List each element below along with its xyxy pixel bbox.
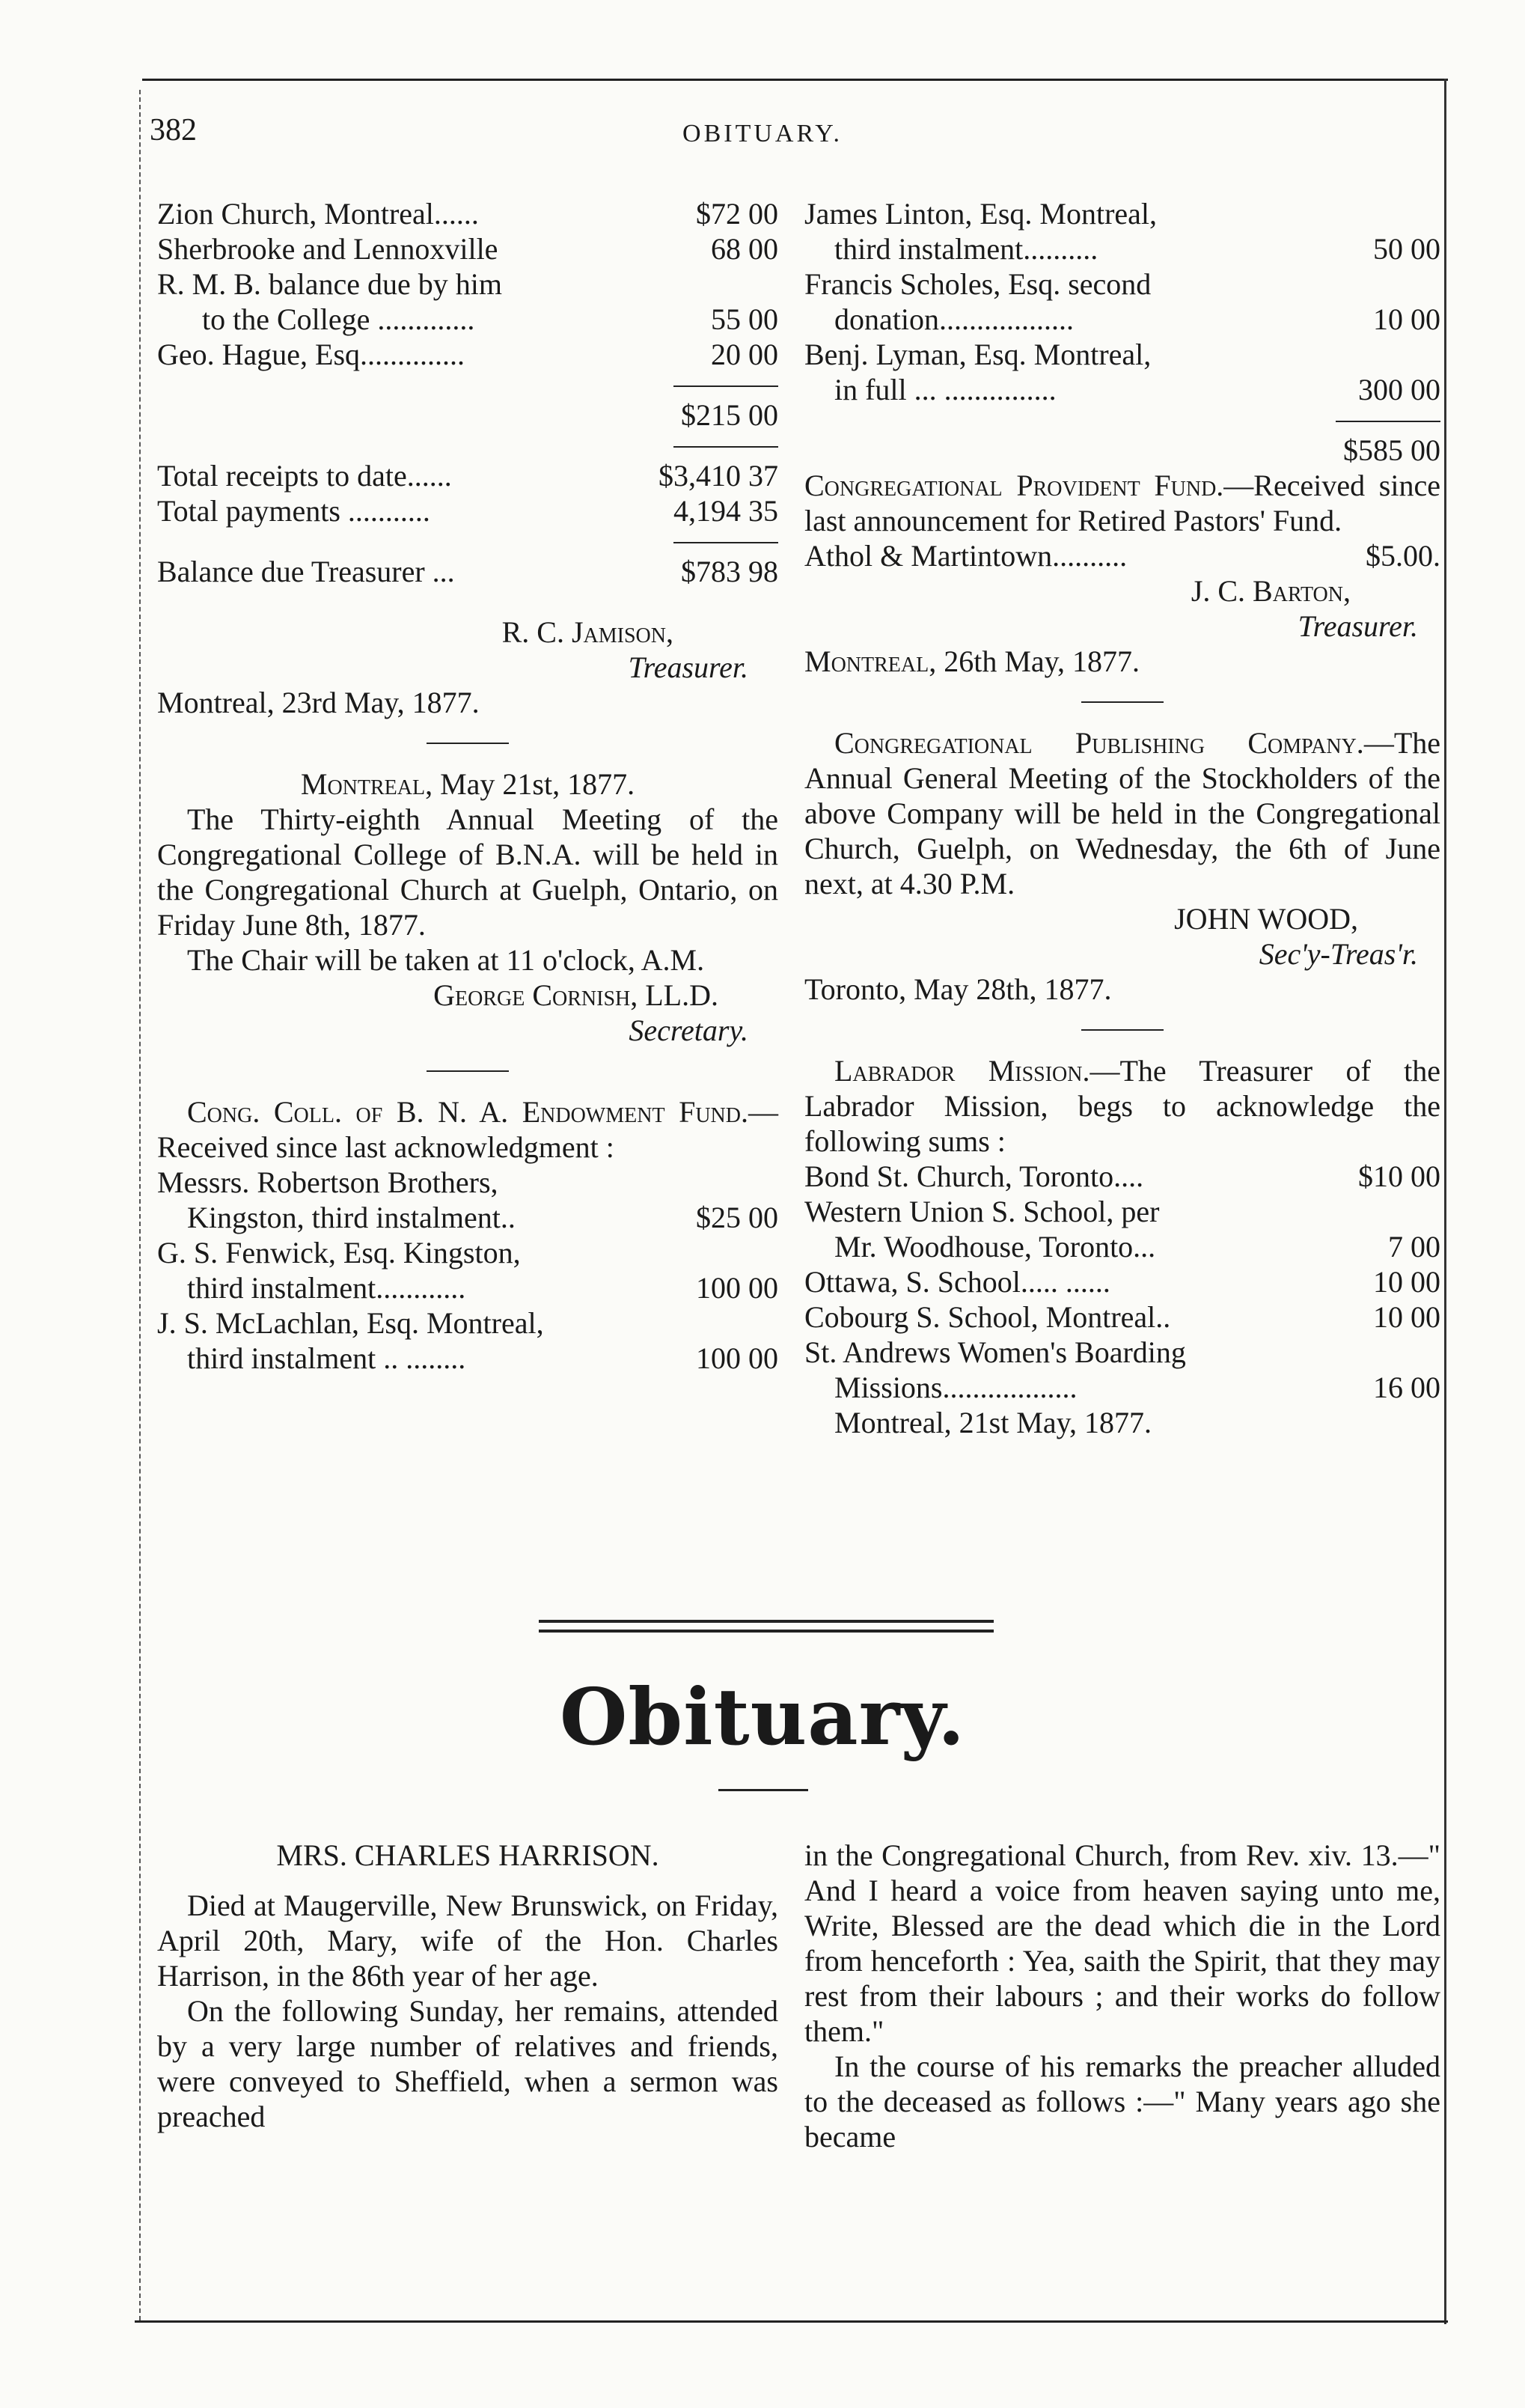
donation-row-label: donation.................. xyxy=(834,302,1074,336)
labrador-row-amount: 10 00 xyxy=(1373,1265,1440,1299)
endowment-heading: Cong. Coll. of B. N. A. Endowment Fund.—Received since last acknowledgment : xyxy=(157,1095,778,1164)
total-amount: $585 00 xyxy=(1343,433,1440,467)
dateline: Montreal, 23rd May, 1877. xyxy=(157,686,480,719)
receipt-row-amount: $72 00 xyxy=(696,197,778,231)
endowment-row-label: Kingston, third instalment.. xyxy=(187,1201,516,1234)
publishing-notice: Congregational Publishing Company.—The Annual General Meeting of the Stockholders of the above Company will be held in the Congregational Church, Guelph, on Wednesday, the 6th of June next, at 4.30 P.M. xyxy=(804,726,1440,900)
endowment-donor: Messrs. Robertson Brothers, xyxy=(157,1165,498,1199)
donation-row xyxy=(804,302,1440,337)
receipt-row xyxy=(157,266,778,302)
labrador-row-label: Cobourg S. School, Montreal.. xyxy=(804,1300,1171,1334)
sum-line xyxy=(157,433,778,458)
donation-donor: Benj. Lyman, Esq. Montreal, xyxy=(804,338,1152,371)
obituary-paragraph: in the Congregational Church, from Rev. xiv. 13.—" And I heard a voice from heaven saying unto me, Write, Blessed are the dead which die in the Lord from henceforth : Yea, saith the Spirit, that they may rest from their labours ; and their works do follow them." xyxy=(804,1838,1440,2048)
labrador-line: St. Andrews Women's Boarding xyxy=(804,1335,1186,1369)
obituary-left-column xyxy=(157,1838,778,2134)
meeting-paragraph: The Thirty-eighth Annual Meeting of the Congregational College of B.N.A. will be held in the Congregational Church at Guelph, Ontario, on Friday June 8th, 1877. xyxy=(157,802,778,942)
secretary-name: George Cornish, LL.D. xyxy=(433,978,718,1012)
total-row xyxy=(157,493,778,528)
donation-row xyxy=(804,372,1440,407)
running-title: OBITUARY. xyxy=(682,120,843,147)
publishing-signer: JOHN WOOD, xyxy=(1174,902,1358,936)
totals-list xyxy=(157,458,778,528)
treasurer-name: R. C. Jamison, xyxy=(501,615,673,649)
total-row-label: Total payments ........... xyxy=(157,494,430,528)
secretary-title: Secretary. xyxy=(629,1014,748,1047)
obituary-subject: MRS. CHARLES HARRISON. xyxy=(276,1838,659,1872)
publishing-signer-title: Sec'y-Treas'r. xyxy=(1259,937,1418,971)
endowment-row-amount: 100 00 xyxy=(696,1341,778,1375)
donation-row-label: in full ... ............... xyxy=(834,373,1057,406)
title-rule xyxy=(718,1789,808,1791)
meeting-paragraph: The Chair will be taken at 11 o'clock, A.M. xyxy=(187,943,705,977)
donation-row-amount: 50 00 xyxy=(1373,232,1440,266)
receipt-row-label: to the College ............. xyxy=(202,302,475,336)
balance-label: Balance due Treasurer ... xyxy=(157,555,455,588)
labrador-row-amount: 16 00 xyxy=(1373,1371,1440,1404)
endowment-donor: J. S. McLachlan, Esq. Montreal, xyxy=(157,1306,544,1340)
right-column xyxy=(804,196,1440,1440)
donation-donor: James Linton, Esq. Montreal, xyxy=(804,197,1158,231)
balance-row xyxy=(157,554,778,589)
endowment-donor: G. S. Fenwick, Esq. Kingston, xyxy=(157,1236,521,1269)
total-row-label: Total receipts to date...... xyxy=(157,459,452,493)
provident-dateline: Montreal, 26th May, 1877. xyxy=(804,644,1140,678)
receipt-row-label: Sherbrooke and Lennoxville xyxy=(157,232,498,266)
receipt-row-amount: 55 00 xyxy=(711,302,778,336)
labrador-line: Montreal, 21st May, 1877. xyxy=(834,1406,1152,1439)
labrador-notice: Labrador Mission.—The Treasurer of the Labrador Mission, begs to acknowledge the following sums : xyxy=(804,1054,1440,1158)
donation-row-label: third instalment.......... xyxy=(834,232,1098,266)
receipt-row-amount: 68 00 xyxy=(711,232,778,266)
total-row xyxy=(804,433,1440,468)
provident-signer: J. C. Barton, xyxy=(1191,574,1351,608)
provident-item: Athol & Martintown.......... $5.00. xyxy=(804,539,1440,573)
treasurer-title: Treasurer. xyxy=(628,650,748,684)
balance-amount: $783 98 xyxy=(681,555,778,588)
total-row-amount: $3,410 37 xyxy=(658,459,778,493)
total-row-amount: 4,194 35 xyxy=(673,494,778,528)
page-number: 382 xyxy=(150,113,197,147)
endowment-row xyxy=(157,1270,778,1305)
labrador-row-amount: $10 00 xyxy=(1358,1159,1440,1193)
provident-notice: Congregational Provident Fund.—Received since last announcement for Retired Pastors' Fund. xyxy=(804,469,1440,537)
donation-row-amount: 10 00 xyxy=(1373,302,1440,336)
obituary-paragraph: In the course of his remarks the preacher alluded to the deceased as follows :—" Many years ago she became xyxy=(804,2049,1440,2154)
section-separator xyxy=(427,1070,509,1072)
section-separator xyxy=(1081,701,1164,703)
left-column xyxy=(157,196,778,1376)
receipt-row-label: Geo. Hague, Esq.............. xyxy=(157,338,465,371)
donation-row xyxy=(804,231,1440,266)
receipt-row xyxy=(157,196,778,231)
donation-donor: Francis Scholes, Esq. second xyxy=(804,267,1152,301)
receipt-row-label: Zion Church, Montreal...... xyxy=(157,197,479,231)
section-separator xyxy=(1081,1029,1164,1031)
labrador-row xyxy=(804,1159,1440,1194)
labrador-row xyxy=(804,1299,1440,1335)
donations-list xyxy=(804,196,1440,407)
bottom-rule xyxy=(135,2320,1448,2323)
labrador-row-amount: 10 00 xyxy=(1373,1300,1440,1334)
labrador-row-label: Bond St. Church, Toronto.... xyxy=(804,1159,1144,1193)
receipts-list xyxy=(157,196,778,372)
endowment-row-label: third instalment............ xyxy=(187,1271,466,1305)
sum-line xyxy=(157,372,778,397)
labrador-row xyxy=(804,1264,1440,1299)
publishing-dateline: Toronto, May 28th, 1877. xyxy=(804,972,1112,1006)
labrador-row xyxy=(804,1370,1440,1405)
obituary-section-title: Obituary. xyxy=(559,1671,966,1763)
subtotal-row xyxy=(157,397,778,433)
receipt-row xyxy=(157,231,778,266)
receipt-row-label: R. M. B. balance due by him xyxy=(157,267,503,301)
labrador-row-label: Missions.................. xyxy=(834,1371,1078,1404)
left-margin-rule xyxy=(139,90,141,2320)
obituary-paragraph: On the following Sunday, her remains, attended by a very large number of relatives and friends, were conveyed to Sheffield, when a sermon was preached xyxy=(157,1994,778,2133)
right-margin-rule xyxy=(1444,79,1446,2324)
endowment-row-amount: $25 00 xyxy=(696,1201,778,1234)
endowment-row xyxy=(157,1200,778,1235)
receipt-row-amount: 20 00 xyxy=(711,338,778,371)
labrador-row-label: Ottawa, S. School..... ...... xyxy=(804,1265,1110,1299)
receipt-row xyxy=(157,302,778,337)
endowment-row-amount: 100 00 xyxy=(696,1271,778,1305)
total-row xyxy=(157,458,778,493)
obituary-right-column xyxy=(804,1838,1440,2154)
receipt-row xyxy=(157,337,778,372)
donation-row-amount: 300 00 xyxy=(1358,373,1440,406)
labrador-list xyxy=(804,1159,1440,1440)
labrador-row-amount: 7 00 xyxy=(1388,1230,1440,1264)
labrador-line: Western Union S. School, per xyxy=(804,1195,1160,1228)
endowment-list xyxy=(157,1165,778,1376)
obituary-paragraph: Died at Maugerville, New Brunswick, on Friday, April 20th, Mary, wife of the Hon. Charles Harrison, in the 86th year of her age. xyxy=(157,1889,778,1993)
labrador-row-label: Mr. Woodhouse, Toronto... xyxy=(834,1230,1156,1264)
top-rule xyxy=(142,79,1448,81)
subtotal-amount: $215 00 xyxy=(681,398,778,432)
sum-line xyxy=(157,528,778,554)
labrador-row xyxy=(804,1229,1440,1264)
sum-line xyxy=(804,407,1440,433)
provident-signer-title: Treasurer. xyxy=(1298,609,1418,643)
endowment-row-label: third instalment .. ........ xyxy=(187,1341,466,1375)
section-separator xyxy=(427,743,509,744)
double-rule xyxy=(539,1620,994,1639)
endowment-row xyxy=(157,1341,778,1376)
meeting-dateline: Montreal, May 21st, 1877. xyxy=(300,767,635,801)
